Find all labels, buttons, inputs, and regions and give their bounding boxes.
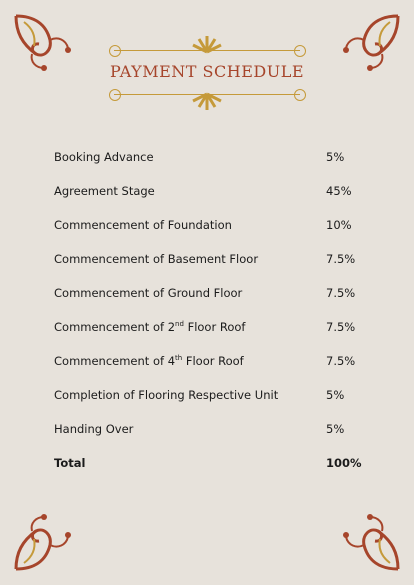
ordinal-suffix: th [175,354,183,363]
stage-percentage: 5% [326,150,345,164]
schedule-row [54,218,362,252]
stage-label: Booking Advance [54,150,154,164]
stage-percentage: 7.5% [326,252,356,266]
stage-label [54,354,244,368]
schedule-row [54,184,362,218]
stage-label [54,320,245,334]
stage-label-text: Floor Roof [182,354,244,368]
schedule-row [54,422,362,456]
stage-label: Commencement of Foundation [54,218,232,232]
stage-label-text: Commencement of 2 [54,320,176,334]
header-ornament [0,34,414,114]
schedule-row [54,150,362,184]
schedule-row [54,286,362,320]
stage-label: Commencement of Basement Floor [54,252,259,266]
stage-label-text: Commencement of 4 [54,354,176,368]
payment-schedule-table [54,150,362,490]
stage-percentage: 5% [326,388,345,402]
stage-percentage: 7.5% [326,286,356,300]
stage-label: Completion of Flooring Respective Unit [54,388,279,402]
stage-label: Commencement of Ground Floor [54,286,243,300]
stage-label-text: Floor Roof [183,320,246,334]
stage-percentage: 7.5% [326,320,356,334]
scroll-curl-icon [294,89,306,101]
stage-percentage: 7.5% [326,354,356,368]
total-label: Total [54,456,86,470]
page-title: PAYMENT SCHEDULE [109,62,305,81]
stage-percentage: 45% [326,184,352,198]
scroll-curl-icon [109,89,121,101]
schedule-row [54,252,362,286]
fan-ornament-icon [190,92,224,112]
scroll-curl-icon [109,45,121,57]
scroll-curl-icon [294,45,306,57]
ordinal-suffix: nd [175,320,184,329]
fan-ornament-icon [190,34,224,54]
stage-percentage: 5% [326,422,345,436]
corner-ornament-icon [334,511,404,575]
schedule-row [54,388,362,422]
schedule-row [54,354,362,388]
stage-percentage: 10% [326,218,352,232]
schedule-row [54,320,362,354]
divider-line [114,50,300,51]
stage-label: Agreement Stage [54,184,155,198]
total-percentage: 100% [326,456,362,470]
total-row [54,456,362,490]
stage-label: Handing Over [54,422,134,436]
corner-ornament-icon [10,511,80,575]
